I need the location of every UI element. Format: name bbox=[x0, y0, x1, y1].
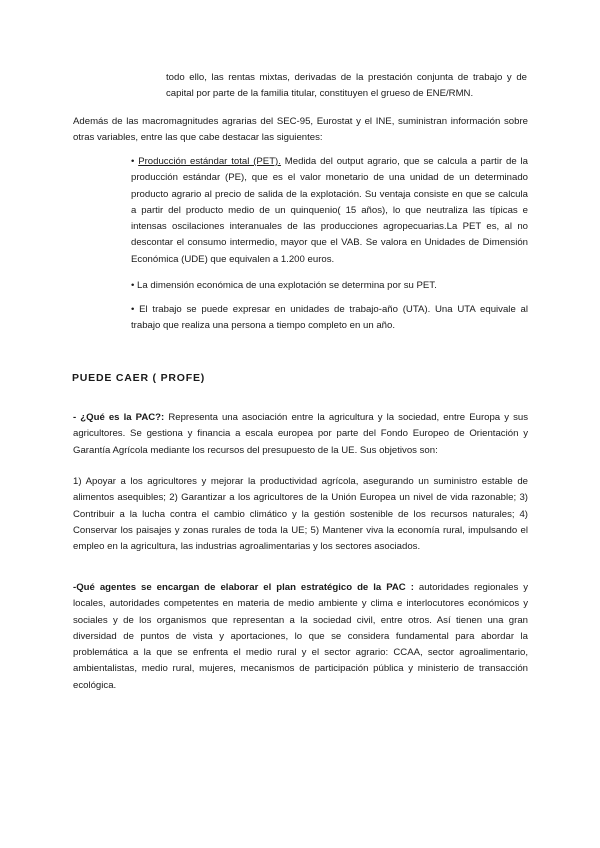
bullet-dimension bbox=[131, 278, 528, 294]
pet-text: Medida del output agrario, que se calcula a partir de la producción estándar (PE), que es el valor monetario de una unidad de un determinado producto agrario al precio de salida de la explotación. Su ventaja consiste en que se calcula a partir del producto medio de un quinquenio( 15 años), lo que neutraliza las típicas e intensas oscilaciones interanuales de las producciones agropecuarias.La PET es, al no descontar el consumo intermedio, mayor que el VAB. Se valora en Unidades de Dimensión Económica (UDE) que equivalen a 1.200 euros. bbox=[131, 156, 528, 265]
agentes-paragraph bbox=[73, 580, 528, 694]
bullet-marker: • bbox=[131, 304, 140, 315]
pac-answer: Representa una asociación entre la agricultura y la sociedad, entre Europa y sus agricultores. Se gestiona y financia a escala europea por parte del Fondo Europeo de Orientación y Garantía Agrícola mediante los recursos del presupuesto de la UE. Sus objetivos son: bbox=[73, 412, 529, 456]
intro-paragraph: todo ello, las rentas mixtas, derivadas de la prestación conjunta de trabajo y de capital por parte de la familia titular, constituyen el grueso de ENE/RMN. bbox=[166, 72, 527, 100]
section-heading: PUEDE CAER ( PROFE) bbox=[72, 372, 206, 384]
pac-question: - ¿Qué es la PAC?: bbox=[73, 412, 165, 423]
bullet-uta bbox=[131, 302, 528, 335]
bullet-marker: • bbox=[131, 156, 139, 167]
macromagnitudes-paragraph: Además de las macromagnitudes agrarias del SEC-95, Eurostat y el INE, suministran información sobre otras variables, entre las que cabe destacar las siguientes: bbox=[73, 116, 528, 144]
bullet-marker: • bbox=[131, 280, 138, 291]
bullet-pet bbox=[131, 154, 528, 268]
uta-text: El trabajo se puede expresar en unidades de trabajo-año (UTA). Una UTA equivale al trabajo que realiza una persona a tiempo completo en un año. bbox=[131, 304, 528, 332]
pac-objectives: 1) Apoyar a los agricultores y mejorar la productividad agrícola, asegurando un suministro estable de alimentos asequibles; 2) Garantizar a los agricultores de la Unión Europea un nivel de vida razonable; 3) Contribuir a la lucha contra el cambio climático y la gestión sostenible de los recursos naturales; 4) Conservar los paisajes y zonas rurales de toda la UE; 5) Mantener viva la economía rural, impulsando el empleo en la agricultura, las industrias agroalimentarias y los sectores asociados. bbox=[73, 476, 528, 553]
pac-question-paragraph bbox=[73, 410, 528, 459]
dimension-text: La dimensión económica de una explotación se determina por su PET. bbox=[137, 280, 437, 291]
pet-term: Producción estándar total (PET). bbox=[138, 156, 281, 167]
agentes-answer: autoridades regionales y locales, autoridades competentes en materia de medio ambiente y clima e interlocutores económicos y sociales y de los organismos que representan a la sociedad civil, entre otros. Así tienen una gran diversidad de puntos de vista y aportaciones, lo que se considera fundamental para abordar la problemática a la que se enfrenta el medio rural y el sector agrario: CCAA, sector agroalimentario, ambientalistas, medio rural, mujeres, mecanismos de participación pública y ministerio de transacción ecológica. bbox=[73, 582, 528, 691]
agentes-question: -Qué agentes se encargan de elaborar el plan estratégico de la PAC : bbox=[73, 582, 414, 593]
